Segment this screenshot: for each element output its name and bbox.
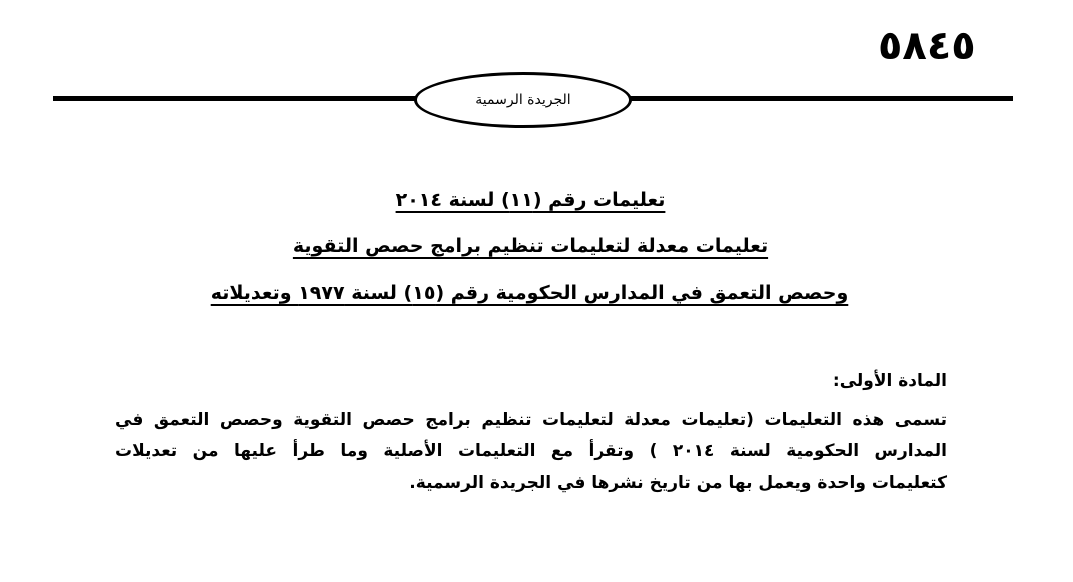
document-title-line-1 [0,186,1067,214]
title-line-1-text: تعليمات رقم (١١) لسنة ٢٠١٤ [395,189,666,211]
gazette-name-oval [414,72,632,128]
title-line-2-text: تعليمات معدلة لتعليمات تنظيم برامج حصص التقوية [292,235,769,257]
article-body-line-1: تسمى هذه التعليمات (تعليمات معدلة لتعليمات تنظيم برامج حصص التقوية وحصص التعمق في [115,410,947,430]
document-title-line-3 [0,279,1066,307]
document-title-line-2 [0,232,1067,260]
gazette-name: الجريدة الرسمية [475,92,571,108]
article-body-line-3: كتعليمات واحدة ويعمل بها من تاريخ نشرها في الجريدة الرسمية. [409,473,947,493]
article-heading: المادة الأولى: [832,371,947,391]
title-line-3-text: وحصص التعمق في المدارس الحكومية رقم (١٥) لسنة ١٩٧٧ وتعديلاته [210,282,849,304]
article-body-line-2: المدارس الحكومية لسنة ٢٠١٤ ) وتقرأ مع التعليمات الأصلية وما طرأ عليها من تعديلات [115,441,947,461]
page-number: ٥٨٤٥ [878,23,976,69]
